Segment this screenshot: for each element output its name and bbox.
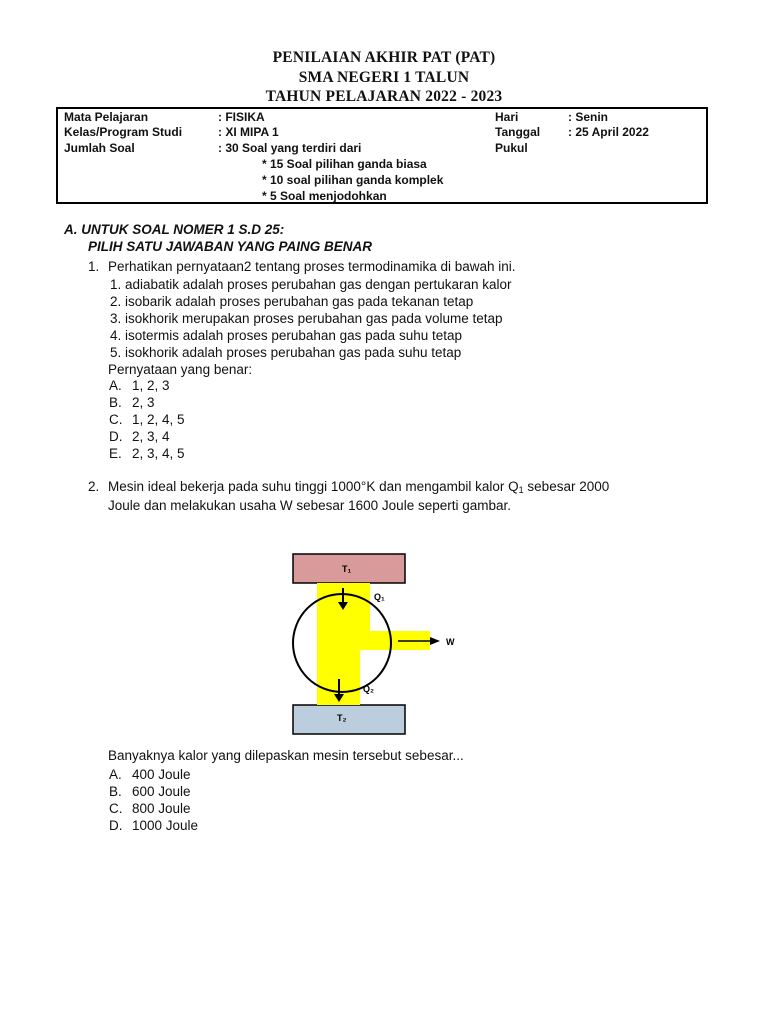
option-letter: E.: [109, 446, 122, 461]
option-text: 2, 3, 4: [132, 429, 170, 444]
statement: 3. isokhorik merupakan proses perubahan gas pada volume tetap: [110, 311, 503, 326]
subject-value: : FISIKA: [218, 110, 265, 124]
option-letter: B.: [109, 395, 122, 410]
breakdown-item: * 15 Soal pilihan ganda biasa: [262, 157, 427, 171]
breakdown-item: * 10 soal pilihan ganda komplek: [262, 173, 444, 187]
option-letter: C.: [109, 801, 123, 816]
q2-label: Q₂: [363, 684, 374, 694]
subject-label: Mata Pelajaran: [64, 110, 149, 124]
option-text: 1, 2, 3: [132, 378, 170, 393]
option-letter: A.: [109, 378, 122, 393]
exam-title: PENILAIAN AKHIR PAT (PAT): [272, 49, 496, 66]
exam-info-box: [56, 107, 708, 204]
question-text-line2: Joule dan melakukan usaha W sebesar 1600 Joule seperti gambar.: [108, 498, 511, 513]
option-text: 1, 2, 4, 5: [132, 412, 185, 427]
question-prompt: Banyaknya kalor yang dilepaskan mesin tersebut sebesar...: [108, 748, 464, 763]
statement: 5. isokhorik adalah proses perubahan gas pada suhu tetap: [110, 345, 462, 360]
statement: 1. adiabatik adalah proses perubahan gas dengan pertukaran kalor: [110, 277, 512, 292]
day-label: Hari: [495, 110, 519, 124]
option-text: 1000 Joule: [132, 818, 199, 833]
cold-reservoir-label: T₂: [337, 713, 347, 723]
section-heading: A. UNTUK SOAL NOMER 1 S.D 25:: [64, 222, 285, 237]
option-letter: C.: [109, 412, 123, 427]
option-text: 600 Joule: [132, 784, 191, 799]
question-text-subscript: 1: [518, 485, 524, 495]
date-label: Tanggal: [495, 125, 541, 139]
option-text: 2, 3: [132, 395, 155, 410]
hot-reservoir-label: T₁: [342, 564, 352, 574]
option-letter: D.: [109, 429, 123, 444]
class-label: Kelas/Program Studi: [64, 125, 183, 139]
section-instruction: PILIH SATU JAWABAN YANG PAING BENAR: [88, 239, 373, 254]
school-name: SMA NEGERI 1 TALUN: [298, 68, 470, 86]
option-text: 400 Joule: [132, 767, 191, 782]
w-arrowhead: [430, 637, 440, 645]
day-value: : Senin: [568, 110, 609, 124]
statement: 4. isotermis adalah proses perubahan gas pada suhu tetap: [110, 328, 462, 343]
time-label: Pukul: [495, 141, 528, 155]
q1-label: Q₁: [374, 592, 385, 602]
option-letter: A.: [109, 767, 122, 782]
class-value: : XI MIPA 1: [218, 125, 279, 139]
exam-header: [0, 48, 768, 107]
heat-engine-diagram: [280, 548, 490, 738]
breakdown-item: * 5 Soal menjodohkan: [262, 189, 387, 203]
question-text-a: Mesin ideal bekerja pada suhu tinggi 1000°K dan mengambil kalor Q: [108, 479, 519, 494]
option-text: 800 Joule: [132, 801, 191, 816]
question-text: Perhatikan pernyataan2 tentang proses termodinamika di bawah ini.: [108, 259, 516, 274]
question-number: 1.: [88, 259, 100, 274]
option-text: 2, 3, 4, 5: [132, 446, 185, 461]
academic-year: TAHUN PELAJARAN 2022 - 2023: [265, 88, 503, 105]
statement: 2. isobarik adalah proses perubahan gas pada tekanan tetap: [110, 294, 474, 309]
date-value: : 25 April 2022: [568, 125, 649, 139]
question-text-b: sebesar 2000: [523, 479, 610, 494]
option-letter: D.: [109, 818, 123, 833]
question-text: [108, 478, 609, 499]
cold-reservoir: [293, 705, 405, 734]
count-value: : 30 Soal yang terdiri dari: [218, 141, 362, 155]
w-label: W: [446, 637, 455, 647]
option-letter: B.: [109, 784, 122, 799]
count-label: Jumlah Soal: [64, 141, 135, 155]
question-number: 2.: [88, 479, 100, 494]
question-prompt: Pernyataan yang benar:: [108, 362, 253, 377]
